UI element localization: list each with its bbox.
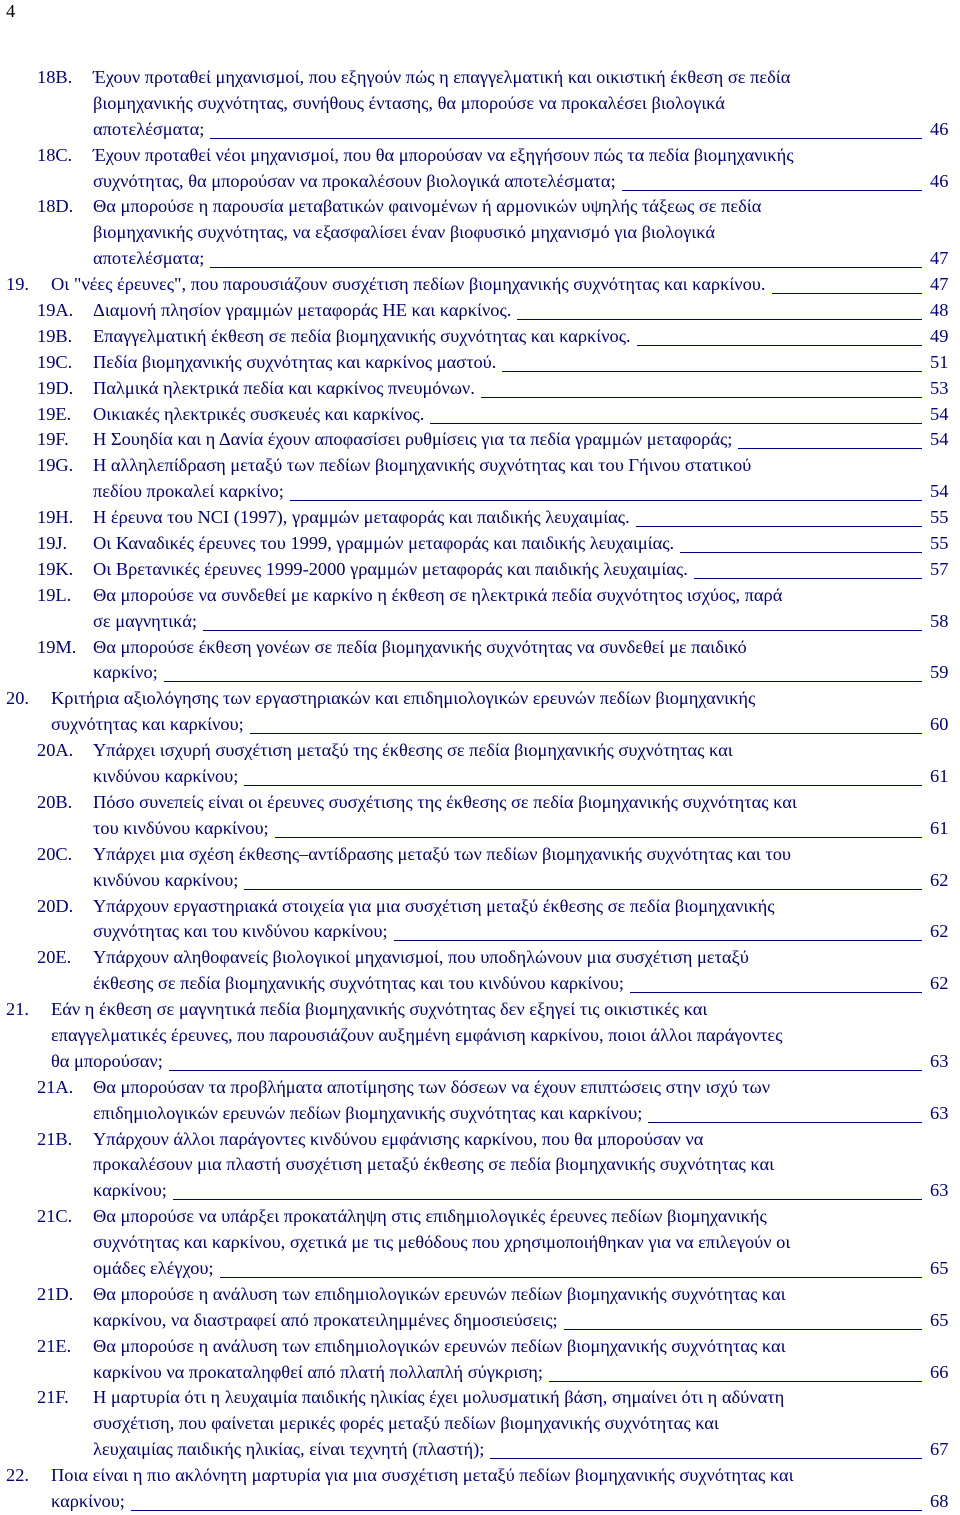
dotted-leader [275, 837, 922, 838]
toc-entry-number: 21E. [37, 1335, 72, 1356]
toc-entry[interactable] [0, 1127, 960, 1205]
toc-entry-number: 19K. [37, 558, 74, 579]
toc-entry-line [0, 1075, 960, 1101]
toc-entry-line [0, 1178, 960, 1204]
toc-entry-text: Θα μπορούσε έκθεση γονέων σε πεδία βιομηχανικής συχνότητας να συνδεθεί με παιδικό [93, 636, 747, 657]
toc-entry-number: 21F. [37, 1387, 69, 1408]
toc-entry-line [0, 945, 960, 971]
toc-entry-number: 20. [6, 688, 29, 709]
toc-page-number[interactable]: 67 [930, 1439, 949, 1460]
toc-entry-number: 19E. [37, 403, 72, 424]
toc-page-number[interactable]: 53 [930, 377, 949, 398]
toc-entry[interactable] [0, 1075, 960, 1127]
toc-entry-text: Υπάρχει ισχυρή συσχέτιση μεταξύ της έκθεσης σε πεδία βιομηχανικής συχνότητας και [93, 740, 733, 761]
toc-entry-text: έκθεσης σε πεδία βιομηχανικής συχνότητας και του κινδύνου καρκίνου; [93, 973, 624, 994]
dotted-leader [290, 500, 922, 501]
toc-entry-text: Ποια είναι η πιο ακλόνητη μαρτυρία για μια συσχέτιση μεταξύ πεδίων βιομηχανικής συχνότητας και [51, 1465, 794, 1486]
toc-entry-text: κινδύνου καρκίνου; [93, 766, 239, 787]
toc-entry-number: 20A. [37, 740, 74, 761]
dotted-leader [481, 397, 922, 398]
toc-entry-number: 21B. [37, 1128, 73, 1149]
toc-entry[interactable] [0, 531, 960, 557]
toc-entry-line [0, 971, 960, 997]
toc-entry-text: βιομηχανικής συχνότητας, συνήθους έντασης, θα μπορούσε να προκαλέσει βιολογικά [93, 92, 725, 113]
toc-entry-text: αποτελέσματα; [93, 248, 205, 269]
toc-entry-text: σε μαγνητικά; [93, 610, 197, 631]
toc-entry[interactable] [0, 557, 960, 583]
dotted-leader [173, 1199, 922, 1200]
toc-entry-text: συχνότητας και καρκίνου, σχετικά με τις μεθόδους που χρησιμοποιήθηκαν για να επιλεγούν οι [93, 1232, 791, 1253]
toc-page-number[interactable]: 49 [930, 325, 949, 346]
dotted-leader [648, 1122, 922, 1123]
toc-entry-text: Η μαρτυρία ότι η λευχαιμία παιδικής ηλικίας έχει μολυσματική βάση, σημαίνει ότι η αδύνατη [93, 1387, 785, 1408]
toc-entry-line [0, 1385, 960, 1411]
toc-entry[interactable] [0, 143, 960, 195]
toc-entry-line [0, 842, 960, 868]
table-of-contents [0, 65, 960, 1515]
toc-entry[interactable] [0, 842, 960, 894]
toc-page-number[interactable]: 62 [930, 973, 949, 994]
toc-entry-text: καρκίνου να προκαταληφθεί από πλατή πολλαπλή σύγκριση; [93, 1361, 543, 1382]
toc-entry-line [0, 1023, 960, 1049]
toc-entry-line [0, 1437, 960, 1463]
toc-entry-line [0, 350, 960, 376]
dotted-leader [131, 1510, 922, 1511]
toc-entry-line [0, 660, 960, 686]
toc-entry-number: 21A. [37, 1076, 74, 1097]
toc-entry-text: συχνότητας και καρκίνου; [51, 714, 244, 735]
toc-entry-text: Έχουν προταθεί νέοι μηχανισμοί, που θα μπορούσαν να εξηγήσουν πώς τα πεδία βιομηχανικής [93, 144, 794, 165]
toc-entry-line [0, 1334, 960, 1360]
toc-entry-text: Κριτήρια αξιολόγησης των εργαστηριακών και επιδημιολογικών ερευνών πεδίων βιομηχανικής [51, 688, 756, 709]
toc-entry-text: Η έρευνα του NCI (1997), γραμμών μεταφοράς και παιδικής λευχαιμίας. [93, 507, 630, 528]
toc-entry-line [0, 1489, 960, 1515]
toc-page-number[interactable]: 54 [930, 403, 949, 424]
toc-page-number[interactable]: 55 [930, 507, 949, 528]
toc-entry-number: 20D. [37, 895, 74, 916]
toc-entry-number: 21C. [37, 1206, 73, 1227]
toc-entry-text: του κινδύνου καρκίνου; [93, 817, 269, 838]
toc-entry[interactable] [0, 505, 960, 531]
toc-entry-text: καρκίνου; [51, 1490, 125, 1511]
dotted-leader [490, 1458, 922, 1459]
toc-entry-line [0, 919, 960, 945]
toc-page-number[interactable]: 60 [930, 714, 949, 735]
toc-entry-text: επιδημιολογικών ερευνών πεδίων βιομηχανικής συχνότητας και καρκίνου; [93, 1102, 643, 1123]
toc-entry-number: 21D. [37, 1283, 74, 1304]
toc-entry-number: 19J. [37, 533, 68, 554]
toc-entry-number: 19D. [37, 377, 74, 398]
toc-entry[interactable] [0, 1282, 960, 1334]
toc-entry-number: 19A. [37, 300, 74, 321]
toc-entry-text: Υπάρχουν άλλοι παράγοντες κινδύνου εμφάνισης καρκίνου, που θα μπορούσαν να [93, 1128, 704, 1149]
toc-entry-number: 22. [6, 1465, 29, 1486]
toc-page-number[interactable]: 66 [930, 1361, 949, 1382]
toc-entry-line [0, 65, 960, 91]
toc-page-number[interactable]: 63 [930, 1180, 949, 1201]
toc-entry-number: 20C. [37, 843, 73, 864]
dotted-leader [738, 448, 922, 449]
dotted-leader [636, 526, 922, 527]
toc-entry-line [0, 1152, 960, 1178]
toc-entry-line [0, 1204, 960, 1230]
toc-entry-text: αποτελέσματα; [93, 118, 205, 139]
toc-entry-text: επαγγελματικές έρευνες, που παρουσιάζουν αυξημένη εμφάνιση καρκίνου, ποιοι άλλοι παράγοντες [51, 1024, 783, 1045]
toc-entry[interactable] [0, 376, 960, 402]
toc-entry-text: Έχουν προταθεί μηχανισμοί, που εξηγούν πώς η επαγγελματική και οικιστική έκθεση σε πεδία [93, 67, 791, 87]
toc-page-number[interactable]: 65 [930, 1257, 949, 1278]
toc-entry-line [0, 1308, 960, 1334]
toc-page-number[interactable]: 48 [930, 300, 949, 321]
dotted-leader [549, 1381, 922, 1382]
toc-entry-line [0, 246, 960, 272]
toc-entry-text: Διαμονή πλησίον γραμμών μεταφοράς ΗΕ και καρκίνος. [93, 300, 512, 321]
toc-entry[interactable] [0, 402, 960, 428]
toc-entry-text: βιομηχανικής συχνότητας, να εξασφαλίσει έναν βιοφυσικό μηχανισμό για βιολογικά [93, 222, 715, 243]
toc-entry[interactable] [0, 427, 960, 453]
toc-entry-number: 20E. [37, 947, 72, 968]
toc-entry[interactable] [0, 194, 960, 272]
toc-page-number[interactable]: 62 [930, 869, 949, 890]
toc-entry-line [0, 324, 960, 350]
toc-entry-line [0, 91, 960, 117]
toc-entry-line [0, 479, 960, 505]
toc-entry-line [0, 1230, 960, 1256]
toc-entry[interactable] [0, 945, 960, 997]
dotted-leader [250, 733, 922, 734]
toc-entry-text: Οι "νέες έρευνες", που παρουσιάζουν συσχέτιση πεδίων βιομηχανικής συχνότητας και καρκίνου. [51, 274, 766, 295]
toc-entry[interactable] [0, 738, 960, 790]
toc-entry-line [0, 427, 960, 453]
toc-entry-line [0, 1360, 960, 1386]
toc-page-number[interactable]: 47 [930, 274, 949, 295]
toc-page-number[interactable]: 51 [930, 351, 949, 372]
toc-entry-line [0, 764, 960, 790]
toc-entry-number: 19C. [37, 351, 73, 372]
dotted-leader [244, 785, 922, 786]
toc-entry[interactable] [0, 1334, 960, 1386]
toc-entry[interactable] [0, 298, 960, 324]
dotted-leader [630, 992, 922, 993]
toc-entry-number: 19M. [37, 636, 77, 657]
toc-entry-text: Θα μπορούσε η ανάλυση των επιδημιολογικών ερευνών πεδίων βιομηχανικής συχνότητας και [93, 1335, 786, 1356]
toc-entry-number: 18B. [37, 67, 73, 87]
toc-entry-text: Η Σουηδία και η Δανία έχουν αποφασίσει ρυθμίσεις για τα πεδία γραμμών μεταφοράς; [93, 429, 733, 450]
toc-entry-text: κινδύνου καρκίνου; [93, 869, 239, 890]
toc-entry-line [0, 583, 960, 609]
toc-entry[interactable] [0, 635, 960, 687]
toc-entry-number: 18D. [37, 196, 74, 217]
toc-entry-text: Θα μπορούσε η ανάλυση των επιδημιολογικών ερευνών πεδίων βιομηχανικής συχνότητας και [93, 1283, 786, 1304]
toc-entry-number: 20B. [37, 791, 73, 812]
toc-entry-line [0, 635, 960, 661]
toc-page-number[interactable]: 62 [930, 921, 949, 942]
toc-entry[interactable] [0, 686, 960, 738]
toc-entry[interactable] [0, 894, 960, 946]
toc-entry-number: 21. [6, 999, 29, 1020]
toc-page-number[interactable]: 54 [930, 429, 949, 450]
toc-entry-number: 19L. [37, 584, 72, 605]
toc-entry[interactable] [0, 272, 960, 298]
toc-entry-line [0, 557, 960, 583]
toc-entry-text: λευχαιμίας παιδικής ηλικίας, είναι τεχνητή (πλαστή); [93, 1439, 485, 1460]
toc-page-number[interactable]: 61 [930, 766, 949, 787]
toc-page-number[interactable]: 54 [930, 481, 949, 502]
toc-entry-number: 18C. [37, 144, 73, 165]
toc-entry-line [0, 712, 960, 738]
toc-entry-line [0, 1282, 960, 1308]
dotted-leader [220, 1277, 922, 1278]
toc-entry-text: Θα μπορούσε η παρουσία μεταβατικών φαινομένων ή αρμονικών υψηλής τάξεως σε πεδία [93, 196, 762, 217]
toc-entry-line [0, 738, 960, 764]
toc-entry-text: καρκίνου; [93, 1180, 167, 1201]
page-number: 4 [6, 1, 16, 21]
toc-entry-number: 19F. [37, 429, 69, 450]
dotted-leader [430, 423, 922, 424]
toc-entry[interactable] [0, 65, 960, 143]
toc-entry-line [0, 1411, 960, 1437]
toc-entry[interactable] [0, 1385, 960, 1463]
toc-entry[interactable] [0, 324, 960, 350]
toc-entry-line [0, 894, 960, 920]
toc-page-number[interactable]: 59 [930, 662, 949, 683]
toc-entry-text: Οι Καναδικές έρευνες του 1999, γραμμών μεταφοράς και παιδικής λευχαιμίας. [93, 533, 675, 554]
toc-entry-text: Εάν η έκθεση σε μαγνητικά πεδία βιομηχανικής συχνότητας δεν εξηγεί τις οικιστικές και [51, 999, 708, 1020]
dotted-leader [169, 1070, 922, 1071]
dotted-leader [772, 293, 922, 294]
toc-page-number[interactable]: 46 [930, 118, 949, 139]
toc-entry[interactable] [0, 453, 960, 505]
toc-entry-text: ομάδες ελέγχου; [93, 1257, 214, 1278]
dotted-leader [394, 940, 922, 941]
toc-entry-number: 19H. [37, 507, 74, 528]
toc-entry-line [0, 1101, 960, 1127]
toc-page-number[interactable]: 63 [930, 1102, 949, 1123]
toc-entry-number: 19G. [37, 455, 74, 476]
toc-entry-line [0, 1049, 960, 1075]
dotted-leader [517, 319, 922, 320]
toc-entry-text: Υπάρχουν εργαστηριακά στοιχεία για μια συσχέτιση μεταξύ έκθεσης σε πεδία βιομηχανικής [93, 895, 775, 916]
toc-entry-line [0, 117, 960, 143]
toc-entry-text: θα μπορούσαν; [51, 1050, 163, 1071]
toc-entry[interactable] [0, 583, 960, 635]
toc-page-number[interactable]: 68 [930, 1490, 949, 1511]
toc-entry-line [0, 531, 960, 557]
toc-entry-text: Υπάρχει μια σχέση έκθεσης–αντίδρασης μεταξύ των πεδίων βιομηχανικής συχνότητας και του [93, 843, 792, 864]
toc-entry-line [0, 1256, 960, 1282]
toc-page-number[interactable]: 65 [930, 1309, 949, 1330]
toc-entry-number: 19. [6, 274, 29, 295]
toc-entry-line [0, 376, 960, 402]
toc-entry-line [0, 169, 960, 195]
toc-entry-text: συσχέτιση, που φαίνεται μερικές φορές μεταξύ πεδίων βιομηχανικής συχνότητας και [93, 1413, 719, 1434]
toc-entry-text: Πεδία βιομηχανικής συχνότητας και καρκίνος μαστού. [93, 351, 497, 372]
toc-entry-line [0, 272, 960, 298]
toc-entry-text: καρκίνου, να διαστραφεί από προκατειλημμένες δημοσιεύσεις; [93, 1309, 558, 1330]
toc-entry-line [0, 790, 960, 816]
toc-entry-text: Θα μπορούσαν τα προβλήματα αποτίμησης των δόσεων να έχουν επιπτώσεις στην ισχύ των [93, 1076, 771, 1097]
toc-entry-line [0, 402, 960, 428]
toc-entry-text: προκαλέσουν μια πλαστή συσχέτιση μεταξύ έκθεσης σε πεδία βιομηχανικής συχνότητας και [93, 1154, 775, 1175]
toc-entry-line [0, 997, 960, 1023]
dotted-leader [164, 681, 922, 682]
toc-page-number[interactable]: 46 [930, 170, 949, 191]
dotted-leader [244, 889, 922, 890]
dotted-leader [210, 267, 922, 268]
toc-page-number[interactable]: 61 [930, 817, 949, 838]
toc-entry-number: 19B. [37, 325, 73, 346]
dotted-leader [637, 345, 922, 346]
dotted-leader [694, 578, 922, 579]
toc-entry-line [0, 143, 960, 169]
toc-entry-text: Η αλληλεπίδραση μεταξύ των πεδίων βιομηχανικής συχνότητας και του Γήινου στατικού [93, 455, 752, 476]
toc-entry-text: καρκίνο; [93, 662, 158, 683]
toc-entry-line [0, 194, 960, 220]
toc-entry-text: Πόσο συνεπείς είναι οι έρευνες συσχέτισης της έκθεσης σε πεδία βιομηχανικής συχνότητας και [93, 791, 797, 812]
toc-entry-text: Υπάρχουν αληθοφανείς βιολογικοί μηχανισμοί, που υποδηλώνουν μια συσχέτιση μεταξύ [93, 947, 749, 968]
dotted-leader [502, 371, 922, 372]
toc-entry-text: Θα μπορούσε να συνδεθεί με καρκίνο η έκθεση σε ηλεκτρικά πεδία συχνότητος ισχύος, παρά [93, 584, 783, 605]
toc-entry-text: συχνότητας και του κινδύνου καρκίνου; [93, 921, 388, 942]
toc-entry-text: Θα μπορούσε να υπάρξει προκατάληψη στις επιδημιολογικές έρευνες πεδίων βιομηχανικής [93, 1206, 767, 1227]
toc-entry-line [0, 868, 960, 894]
toc-page-number[interactable]: 47 [930, 248, 949, 269]
toc-entry-line [0, 453, 960, 479]
toc-entry-text: Οικιακές ηλεκτρικές συσκευές και καρκίνος. [93, 403, 425, 424]
toc-entry-line [0, 609, 960, 635]
dotted-leader [210, 138, 922, 139]
dotted-leader [680, 552, 922, 553]
toc-entry[interactable] [0, 1204, 960, 1282]
toc-entry-line [0, 816, 960, 842]
toc-page-number[interactable]: 58 [930, 610, 949, 631]
toc-entry-line [0, 505, 960, 531]
toc-entry-line [0, 298, 960, 324]
toc-page-number[interactable]: 63 [930, 1050, 949, 1071]
toc-entry-text: Παλμικά ηλεκτρικά πεδία και καρκίνος πνευμόνων. [93, 377, 475, 398]
toc-entry-line [0, 220, 960, 246]
toc-entry[interactable] [0, 790, 960, 842]
toc-entry[interactable] [0, 997, 960, 1075]
toc-entry[interactable] [0, 1463, 960, 1515]
toc-entry-line [0, 686, 960, 712]
toc-entry[interactable] [0, 350, 960, 376]
toc-entry-text: Οι Βρετανικές έρευνες 1999-2000 γραμμών μεταφοράς και παιδικής λευχαιμίας. [93, 558, 688, 579]
toc-page-number[interactable]: 57 [930, 558, 949, 579]
dotted-leader [203, 630, 922, 631]
toc-entry-line [0, 1127, 960, 1153]
toc-page-number[interactable]: 55 [930, 533, 949, 554]
toc-entry-text: πεδίου προκαλεί καρκίνο; [93, 481, 284, 502]
toc-entry-text: συχνότητας, θα μπορούσαν να προκαλέσουν βιολογικά αποτελέσματα; [93, 170, 616, 191]
dotted-leader [622, 190, 922, 191]
toc-entry-line [0, 1463, 960, 1489]
toc-entry-text: Επαγγελματική έκθεση σε πεδία βιομηχανικής συχνότητας και καρκίνος. [93, 325, 631, 346]
dotted-leader [564, 1329, 922, 1330]
